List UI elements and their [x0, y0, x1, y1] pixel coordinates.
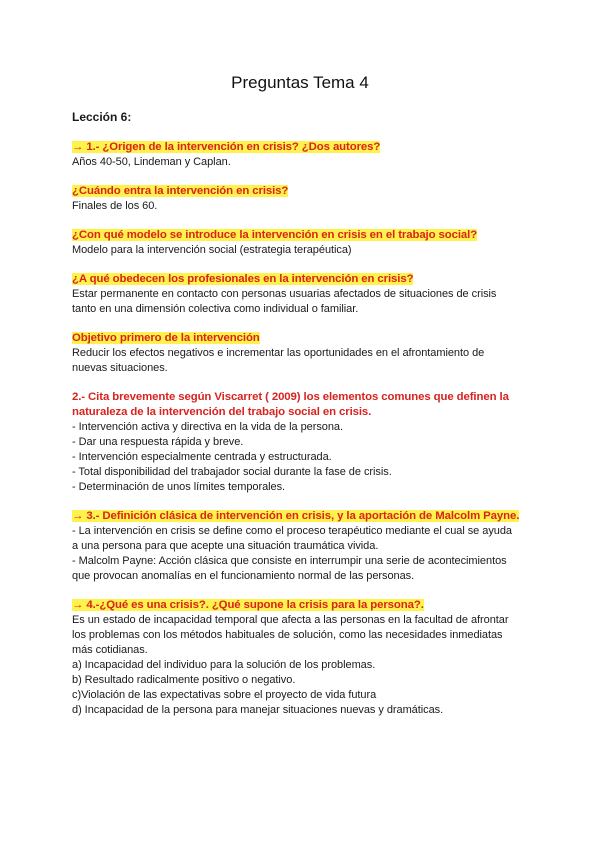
question-1: → 1.- ¿Origen de la intervención en crisis? ¿Dos autores?: [72, 141, 381, 153]
answer-8-item: d) Incapacidad de la persona para manejar situaciones nuevas y dramáticas.: [72, 704, 444, 716]
answer-8-line: Es un estado de incapacidad temporal que afecta a las personas en la facultad de afrontar: [72, 614, 509, 626]
document-title: Preguntas Tema 4: [231, 73, 369, 92]
question-4: ¿A qué obedecen los profesionales en la intervención en crisis?: [72, 273, 414, 285]
answer-6-item: - Total disponibilidad del trabajador social durante la fase de crisis.: [72, 466, 392, 478]
question-2: ¿Cuándo entra la intervención en crisis?: [72, 185, 289, 197]
answer-7-line: - Malcolm Payne: Acción clásica que consiste en interrumpir una serie de acontecimientos: [72, 555, 507, 567]
question-5: Objetivo primero de la intervención: [72, 332, 260, 344]
answer-8-line: los problemas con los métodos habituales de solución, como las necesidades inmediatas: [72, 629, 503, 641]
answer-6-item: - Dar una respuesta rápida y breve.: [72, 436, 244, 448]
answer-3: Modelo para la intervención social (estrategia terapéutica): [72, 244, 352, 256]
question-3: ¿Con qué modelo se introduce la intervención en crisis en el trabajo social?: [72, 229, 478, 241]
answer-5-line: nuevas situaciones.: [72, 362, 168, 374]
answer-6-item: - Determinación de unos límites temporales.: [72, 481, 286, 493]
answer-2: Finales de los 60.: [72, 200, 158, 212]
answer-7-line: - La intervención en crisis se define como el proceso terapéutico mediante el cual se ayuda: [72, 525, 512, 537]
answer-8-line: más cotidianas.: [72, 644, 148, 656]
question-7: → 3.- Definición clásica de intervención en crisis, y la aportación de Malcolm Payne.: [72, 510, 520, 522]
answer-8-item: a) Incapacidad del individuo para la solución de los problemas.: [72, 659, 376, 671]
answer-8-item: b) Resultado radicalmente positivo o negativo.: [72, 674, 296, 686]
answer-4-line: tanto en una dimensión colectiva como individual o familiar.: [72, 303, 359, 315]
answer-6-item: - Intervención activa y directiva en la vida de la persona.: [72, 421, 343, 433]
answer-1: Años 40-50, Lindeman y Caplan.: [72, 156, 231, 168]
answer-4-line: Estar permanente en contacto con personas usuarias afectados de situaciones de crisis: [72, 288, 497, 300]
lesson-heading: Lección 6:: [72, 110, 132, 124]
answer-5-line: Reducir los efectos negativos e incrementar las oportunidades en el afrontamiento de: [72, 347, 485, 359]
answer-7-line: que provocan anomalías en el funcionamiento normal de las personas.: [72, 570, 415, 582]
question-6-line: naturaleza de la intervención del trabajo social en crisis.: [72, 406, 372, 418]
answer-7-line: a una persona para que acepte una situación traumática vivida.: [72, 540, 379, 552]
answer-6-item: - Intervención especialmente centrada y estructurada.: [72, 451, 332, 463]
question-6-line: 2.- Cita brevemente según Viscarret ( 2009) los elementos comunes que definen la: [72, 391, 509, 403]
document-body: [72, 140, 532, 718]
answer-8-item: c)Violación de las expectativas sobre el proyecto de vida futura: [72, 689, 377, 701]
question-8: → 4.-¿Qué es una crisis?. ¿Qué supone la crisis para la persona?.: [72, 599, 424, 611]
